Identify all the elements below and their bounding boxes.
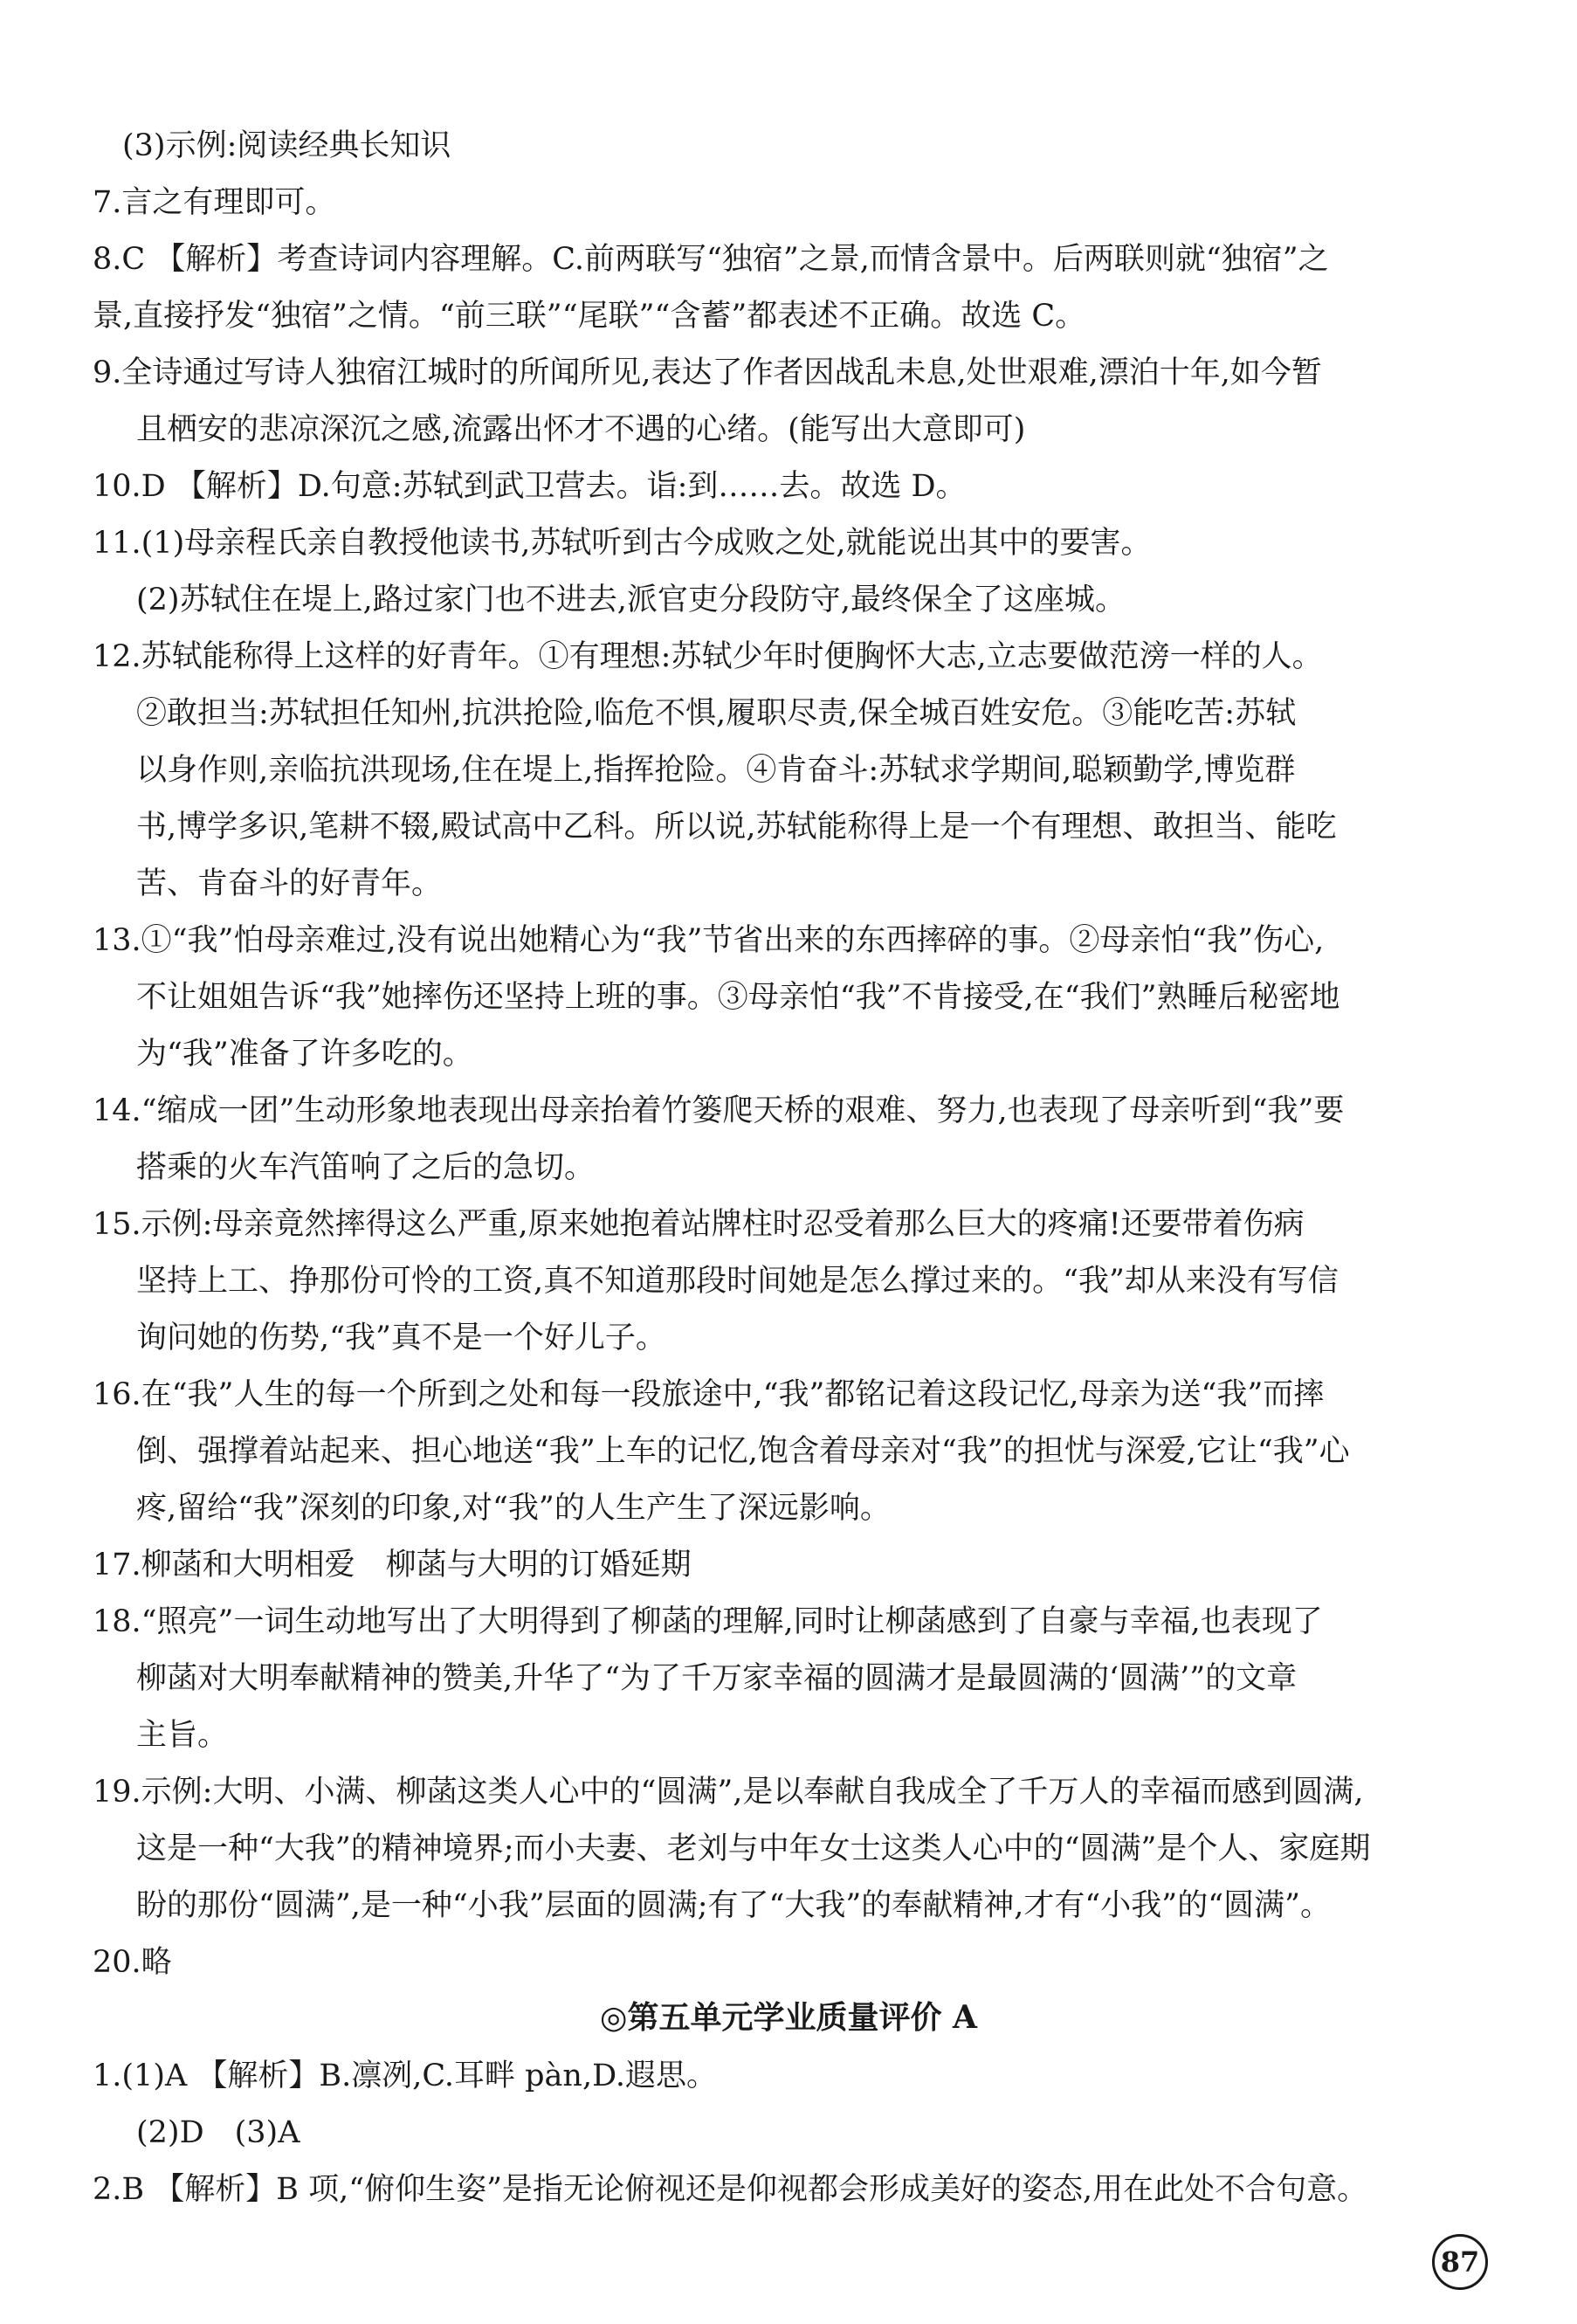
text-line: 12.苏轼能称得上这样的好青年。①有理想:苏轼少年时便胸怀大志,立志要做范滂一样的人。	[93, 639, 1323, 674]
section-title: ◎第五单元学业质量评价 A	[600, 1999, 977, 2036]
text-line: 20.略	[93, 1945, 172, 1980]
text-line: 搭乘的火车汽笛响了之后的急切。	[136, 1150, 596, 1185]
text-line: 16.在“我”人生的每一个所到之处和每一段旅途中,“我”都铭记着这段记忆,母亲为送“我”而摔	[93, 1377, 1325, 1412]
text-line: 以身作则,亲临抗洪现场,住在堤上,指挥抢险。④肯奋斗:苏轼求学期间,聪颖勤学,博览群	[136, 753, 1296, 788]
text-line: 苦、肯奋斗的好青年。	[136, 866, 443, 901]
text-line: 柳菡对大明奉献精神的赞美,升华了“为了千万家幸福的圆满才是最圆满的‘圆满’”的文章	[136, 1661, 1298, 1696]
text-line: 19.示例:大明、小满、柳菡这类人心中的“圆满”,是以奉献自我成全了千万人的幸福而感到圆满,	[93, 1775, 1364, 1810]
text-line: 8.C 【解析】考查诗词内容理解。C.前两联写“独宿”之景,而情含景中。后两联则就“独宿”之	[93, 242, 1329, 277]
text-line: 坚持上工、挣那份可怜的工资,真不知道那段时间她是怎么撑过来的。“我”却从来没有写信	[136, 1264, 1339, 1299]
text-line: 盼的那份“圆满”,是一种“小我”层面的圆满;有了“大我”的奉献精神,才有“小我”的“圆满”。	[136, 1888, 1331, 1923]
text-line: 倒、强撑着站起来、担心地送“我”上车的记忆,饱含着母亲对“我”的担忧与深爱,它让“我”心	[136, 1434, 1350, 1469]
text-line: 主旨。	[136, 1718, 229, 1753]
page-number: 87	[1432, 2234, 1488, 2290]
text-line: 7.言之有理即可。	[93, 185, 336, 220]
text-line: (3)示例:阅读经典长知识	[122, 128, 451, 163]
text-line: 18.“照亮”一词生动地写出了大明得到了柳菡的理解,同时让柳菡感到了自豪与幸福,也表现了	[93, 1604, 1323, 1639]
text-line: (2)D (3)A	[136, 2115, 300, 2150]
text-line: 为“我”准备了许多吃的。	[136, 1037, 473, 1072]
text-line: 13.①“我”怕母亲难过,没有说出她精心为“我”节省出来的东西摔碎的事。②母亲怕“我”伤心,	[93, 923, 1325, 958]
text-line: 9.全诗通过写诗人独宿江城时的所闻所见,表达了作者因战乱未息,处世艰难,漂泊十年,如今暂	[93, 355, 1322, 390]
text-line: (2)苏轼住在堤上,路过家门也不进去,派官吏分段防守,最终保全了这座城。	[136, 583, 1126, 617]
text-line: 15.示例:母亲竟然摔得这么严重,原来她抱着站牌柱时忍受着那么巨大的疼痛!还要带着伤病	[93, 1207, 1305, 1242]
text-line: 且栖安的悲凉深沉之感,流露出怀才不遇的心绪。(能写出大意即可)	[136, 412, 1026, 447]
text-line: 10.D 【解析】D.句意:苏轼到武卫营去。诣:到……去。故选 D。	[93, 469, 967, 504]
text-line: 1.(1)A 【解析】B.凛冽,C.耳畔 pàn,D.遐思。	[93, 2058, 718, 2093]
text-line: 不让姐姐告诉“我”她摔伤还坚持上班的事。③母亲怕“我”不肯接受,在“我们”熟睡后秘密地	[136, 980, 1340, 1015]
text-line: 询问她的伤势,“我”真不是一个好儿子。	[136, 1321, 666, 1355]
text-line: 17.柳菡和大明相爱 柳菡与大明的订婚延期	[93, 1548, 692, 1583]
text-line: 这是一种“大我”的精神境界;而小夫妻、老刘与中年女士这类人心中的“圆满”是个人、家庭期	[136, 1831, 1371, 1866]
text-line: 11.(1)母亲程氏亲自教授他读书,苏轼听到古今成败之处,就能说出其中的要害。	[93, 526, 1152, 561]
text-line: 疼,留给“我”深刻的印象,对“我”的人生产生了深远影响。	[136, 1491, 891, 1526]
text-line: ②敢担当:苏轼担任知州,抗洪抢险,临危不惧,履职尽责,保全城百姓安危。③能吃苦:苏轼	[136, 696, 1297, 731]
text-line: 书,博学多识,笔耕不辍,殿试高中乙科。所以说,苏轼能称得上是一个有理想、敢担当、能吃	[136, 810, 1337, 845]
text-line: 14.“缩成一团”生动形象地表现出母亲抬着竹篓爬天桥的艰难、努力,也表现了母亲听到“我”要	[93, 1093, 1345, 1128]
text-line: 2.B 【解析】B 项,“俯仰生姿”是指无论俯视还是仰视都会形成美好的姿态,用在此处不合句意。	[93, 2172, 1368, 2207]
text-line: 景,直接抒发“独宿”之情。“前三联”“尾联”“含蓄”都表述不正确。故选 C。	[93, 299, 1086, 334]
